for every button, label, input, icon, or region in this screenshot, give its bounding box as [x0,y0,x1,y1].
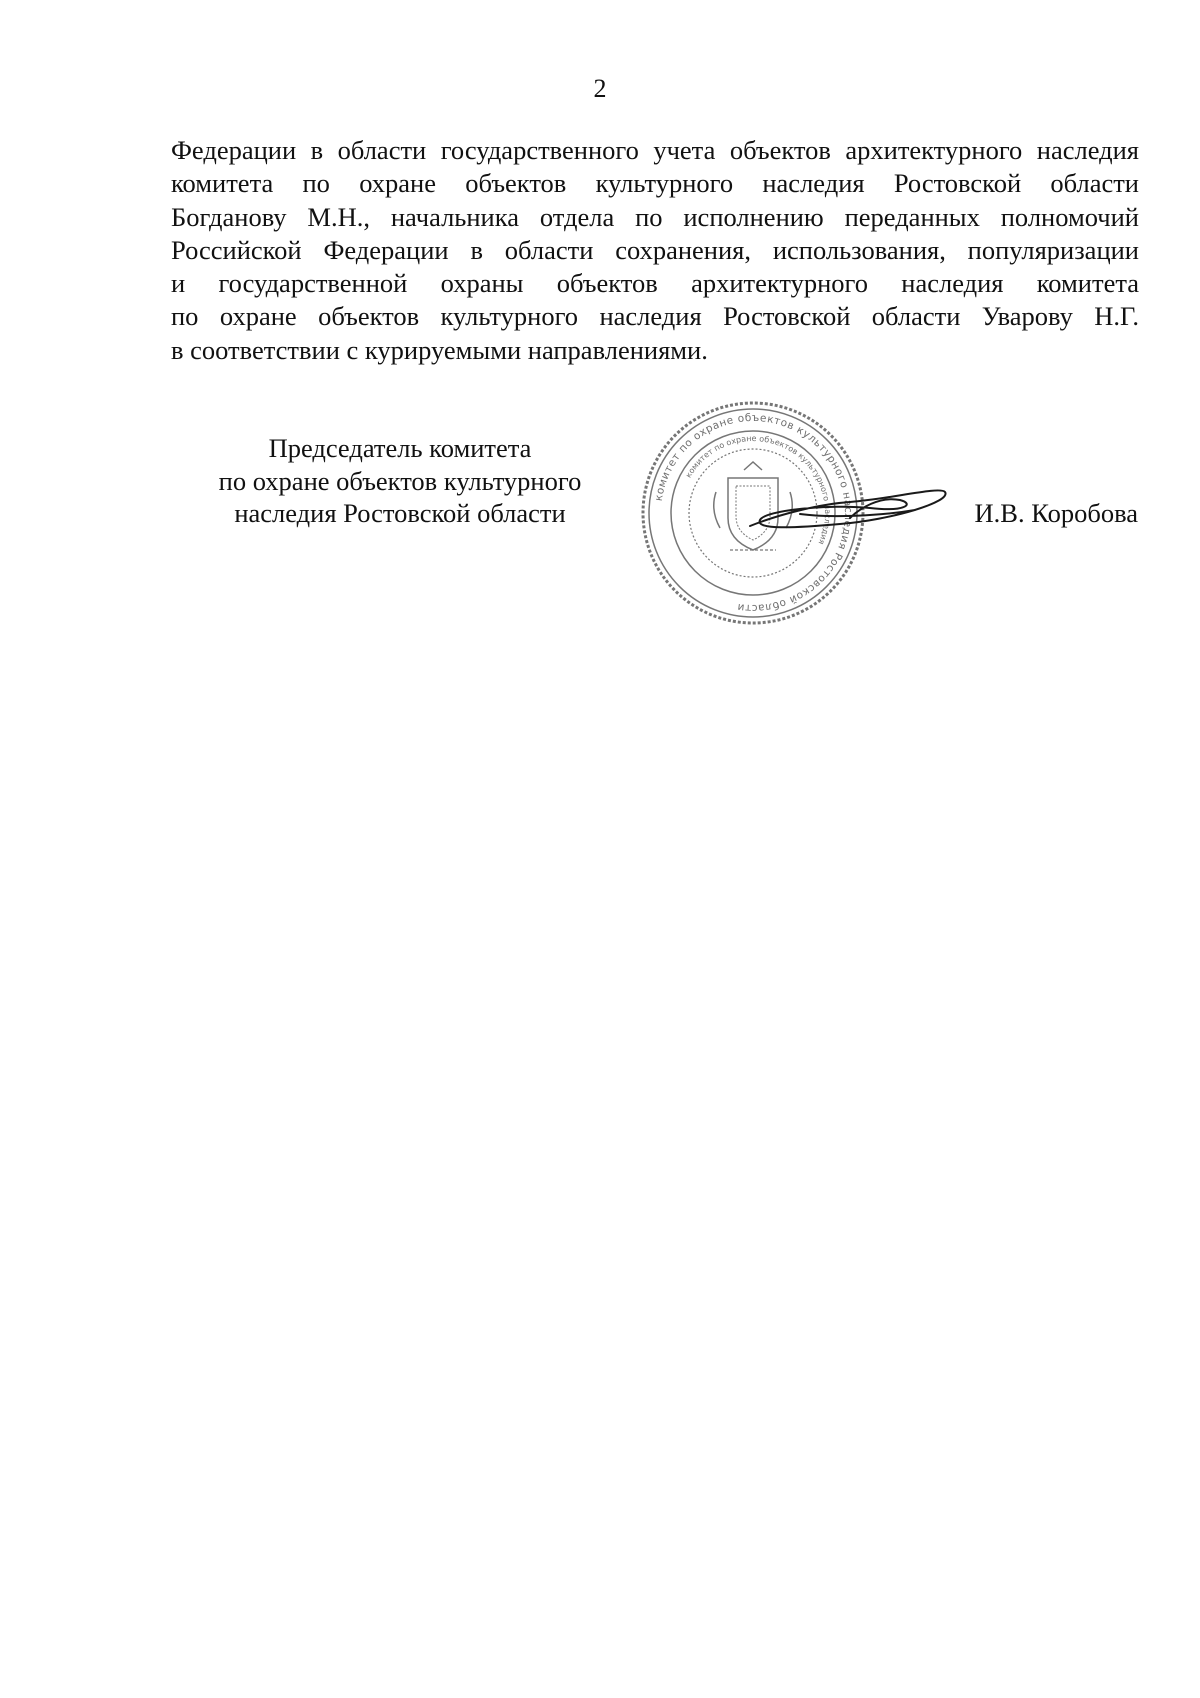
body-line: Российской Федерации в области сохранения, использования, популяризации [171,234,1139,265]
body-line: комитета по охране объектов культурного наследия Ростовской области [171,168,1139,199]
signatory-title-line: по охране объектов культурного [218,465,582,496]
body-line: Богданову М.Н., начальника отдела по исполнению переданных полномочий [171,201,1139,232]
body-line: и государственной охраны объектов архитектурного наследия комитета [171,268,1139,299]
signatory-title-line: наследия Ростовской области [234,498,566,528]
body-line: по охране объектов культурного наследия Ростовской области Уварову Н.Г. [171,301,1139,332]
page-number: 2 [593,74,607,103]
signatory-title [180,432,620,530]
body-text [171,134,1139,367]
stamp-inner-text: комитет по охране объектов культурного наследия [683,433,833,546]
stamp-outer-text: комитет по охране объектов культурного наследия Ростовской области [652,411,855,615]
signer-name: И.В. Коробова [974,498,1138,528]
signatory-title-line: Председатель комитета [268,433,532,463]
handwritten-signature [740,474,960,554]
body-line: в соответствии с курируемыми направлениями. [171,334,708,365]
body-line: Федерации в области государственного учета объектов архитектурного наследия [171,135,1139,165]
